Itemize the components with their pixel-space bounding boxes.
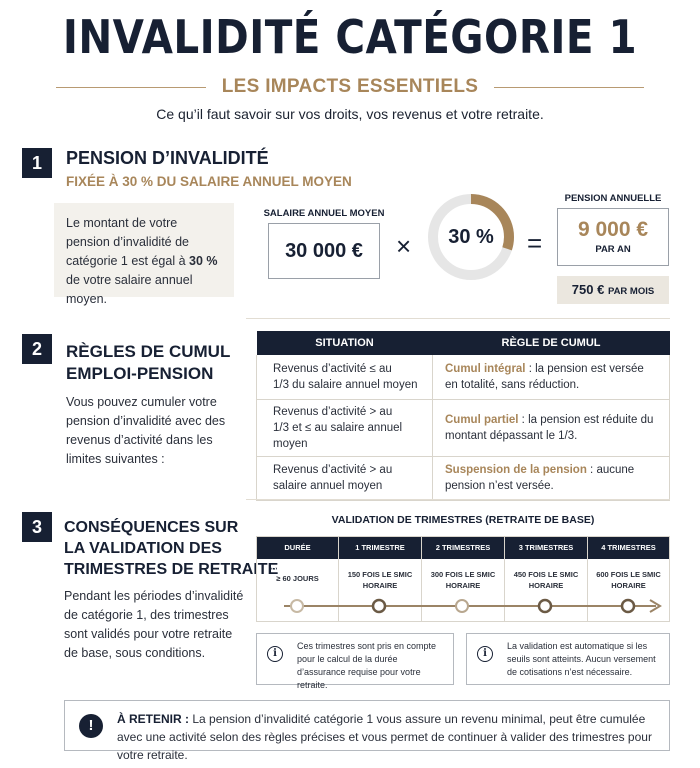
cumul-table: [256, 331, 670, 501]
table-row: [257, 456, 670, 500]
situation-cell: [257, 456, 433, 500]
trimester-timeline: [256, 594, 670, 618]
monthly-value: 750 €: [571, 282, 605, 297]
title-line: RÈGLES DE CUMUL: [66, 342, 231, 361]
trimester-value: ≥ 60 JOURS: [276, 574, 319, 583]
rule-highlight: Suspension de la pension: [445, 464, 587, 476]
situation-line: Revenus d’activité ≤ au: [273, 362, 392, 375]
table-header-row: [257, 331, 670, 355]
timeline-dot: [373, 600, 385, 612]
rate-label: 30 %: [448, 226, 494, 248]
trimester-head: DURÉE D’INCAPACITÉ: [257, 537, 338, 559]
intro-text: Ce qu’il faut savoir sur vos droits, vos revenus et votre retraite.: [156, 106, 544, 122]
situation-line: Revenus d’activité > au: [273, 405, 393, 418]
situation-line: salaire annuel moyen: [273, 480, 383, 492]
title-line: CONSÉQUENCES SUR: [64, 519, 239, 536]
explanation-part: de votre salaire annuel moyen.: [66, 273, 193, 306]
info-box-2: [466, 633, 670, 685]
table-header: SITUATION: [257, 331, 433, 355]
rule-cell: [433, 399, 670, 456]
subtitle-row: [56, 76, 644, 100]
situation-line: 1/3 du salaire annuel moyen: [273, 378, 418, 391]
table-row: [257, 355, 670, 399]
timeline-dot: [539, 600, 551, 612]
trimester-head: 1 TRIMESTRE: [339, 537, 421, 559]
retain-label: À RETENIR :: [117, 712, 189, 726]
divider: [246, 318, 670, 319]
pension-box: [557, 208, 669, 266]
timeline-dot: [622, 600, 634, 612]
section-3-text: Pendant les périodes d’invalidité de catégorie 1, des trimestres sont validés pour votre retraite de base, sous conditions.: [64, 589, 244, 660]
trimester-value: 150 FOIS LE SMIC HORAIRE: [347, 570, 413, 590]
equals-sign: =: [527, 228, 543, 258]
section-1-subtitle: FIXÉE À 30 % DU SALAIRE ANNUEL MOYEN: [66, 174, 352, 189]
section-2-text: Vous pouvez cumuler votre pension d’invalidité avec des revenus d’activité dans les limites suivantes :: [66, 395, 226, 466]
situation-cell: [257, 355, 433, 399]
situation-line: Revenus d’activité > au: [273, 464, 393, 476]
pension-value: 9 000 €: [577, 218, 649, 241]
title-line: LA VALIDATION DES: [64, 540, 222, 557]
title-line: TRIMESTRES DE RETRAITE: [64, 561, 279, 578]
explanation-part: Le montant de votre pension d’invalidité de catégorie 1 est égal à: [66, 216, 190, 268]
info-circle-icon: i: [267, 646, 283, 662]
section-1-title: PENSION D’INVALIDITÉ: [66, 148, 269, 168]
pension-label: PENSION ANNUELLE: [564, 193, 662, 204]
info-text: Ces trimestres sont pris en compte pour le calcul de la durée d’assurance requise pour votre retraite.: [297, 641, 437, 690]
explanation-bold: 30 %: [189, 254, 218, 268]
retain-text: La pension d’invalidité catégorie 1 vous assure un revenu minimal, peut être cumulée avec une activité selon des règles précises et vous permet de continuer à valider des trimestres pour votre retraite.: [117, 712, 652, 762]
info-box-1: [256, 633, 454, 690]
info-text: La validation est automatique si les seuils sont atteints. Aucun versement de cotisations n’est nécessaire.: [507, 641, 656, 677]
rule-text: : la pension est versée en totalité, sans réduction.: [445, 362, 644, 391]
rule-highlight: Cumul intégral: [445, 362, 526, 375]
section-3-title: [64, 517, 278, 580]
section-1-explanation: [54, 203, 234, 306]
rule-text: : aucune pension n’est versée.: [445, 464, 635, 492]
trimester-head: 2 TRIMESTRES: [422, 537, 504, 559]
section-2-number: 2: [22, 334, 52, 364]
subtitle-rule-right: [494, 87, 644, 88]
rate-donut: [426, 192, 516, 282]
table-row: [257, 399, 670, 456]
section-2-title: [66, 341, 230, 385]
validation-table-title: VALIDATION DE TRIMESTRES (RETRAITE DE BASE): [331, 514, 595, 526]
pension-per: PAR AN: [595, 244, 631, 255]
section-1-number: 1: [22, 148, 52, 178]
rule-cell: [433, 355, 670, 399]
info-circle-icon: i: [477, 646, 493, 662]
page-subtitle: LES IMPACTS ESSENTIELS: [221, 76, 479, 97]
trimester-head: 4 TRIMESTRES: [588, 537, 669, 559]
exclamation-circle-icon: !: [79, 714, 103, 738]
retain-box: [64, 700, 670, 762]
salary-value: 30 000 €: [268, 223, 380, 279]
timeline-svg: [256, 594, 670, 618]
timeline-dot: [456, 600, 468, 612]
trimester-value: 300 FOIS LE SMIC HORAIRE: [430, 570, 496, 590]
salary-label: SALAIRE ANNUEL MOYEN: [263, 208, 385, 219]
situation-line: 1/3 et ≤ au salaire annuel moyen: [273, 421, 403, 450]
monthly-per: PAR MOIS: [607, 286, 655, 297]
section-3-number: 3: [22, 512, 52, 542]
trimester-value: 450 FOIS LE SMIC HORAIRE: [513, 570, 579, 590]
trimester-value: 600 FOIS LE SMIC HORAIRE: [596, 570, 661, 590]
title-line: EMPLOI-PENSION: [66, 364, 214, 383]
trimester-head: 3 TRIMESTRES: [505, 537, 587, 559]
rule-text: : la pension est réduite du montant dépassant le 1/3.: [445, 413, 654, 442]
situation-cell: [257, 399, 433, 456]
page-title: INVALIDITÉ CATÉGORIE 1: [62, 10, 638, 64]
divider: [246, 499, 670, 500]
rule-highlight: Cumul partiel: [445, 413, 519, 426]
monthly-box: [557, 276, 669, 304]
rule-cell: [433, 456, 670, 500]
table-header: RÈGLE DE CUMUL: [433, 331, 670, 355]
timeline-dot: [291, 600, 303, 612]
multiply-sign: ×: [396, 231, 412, 261]
